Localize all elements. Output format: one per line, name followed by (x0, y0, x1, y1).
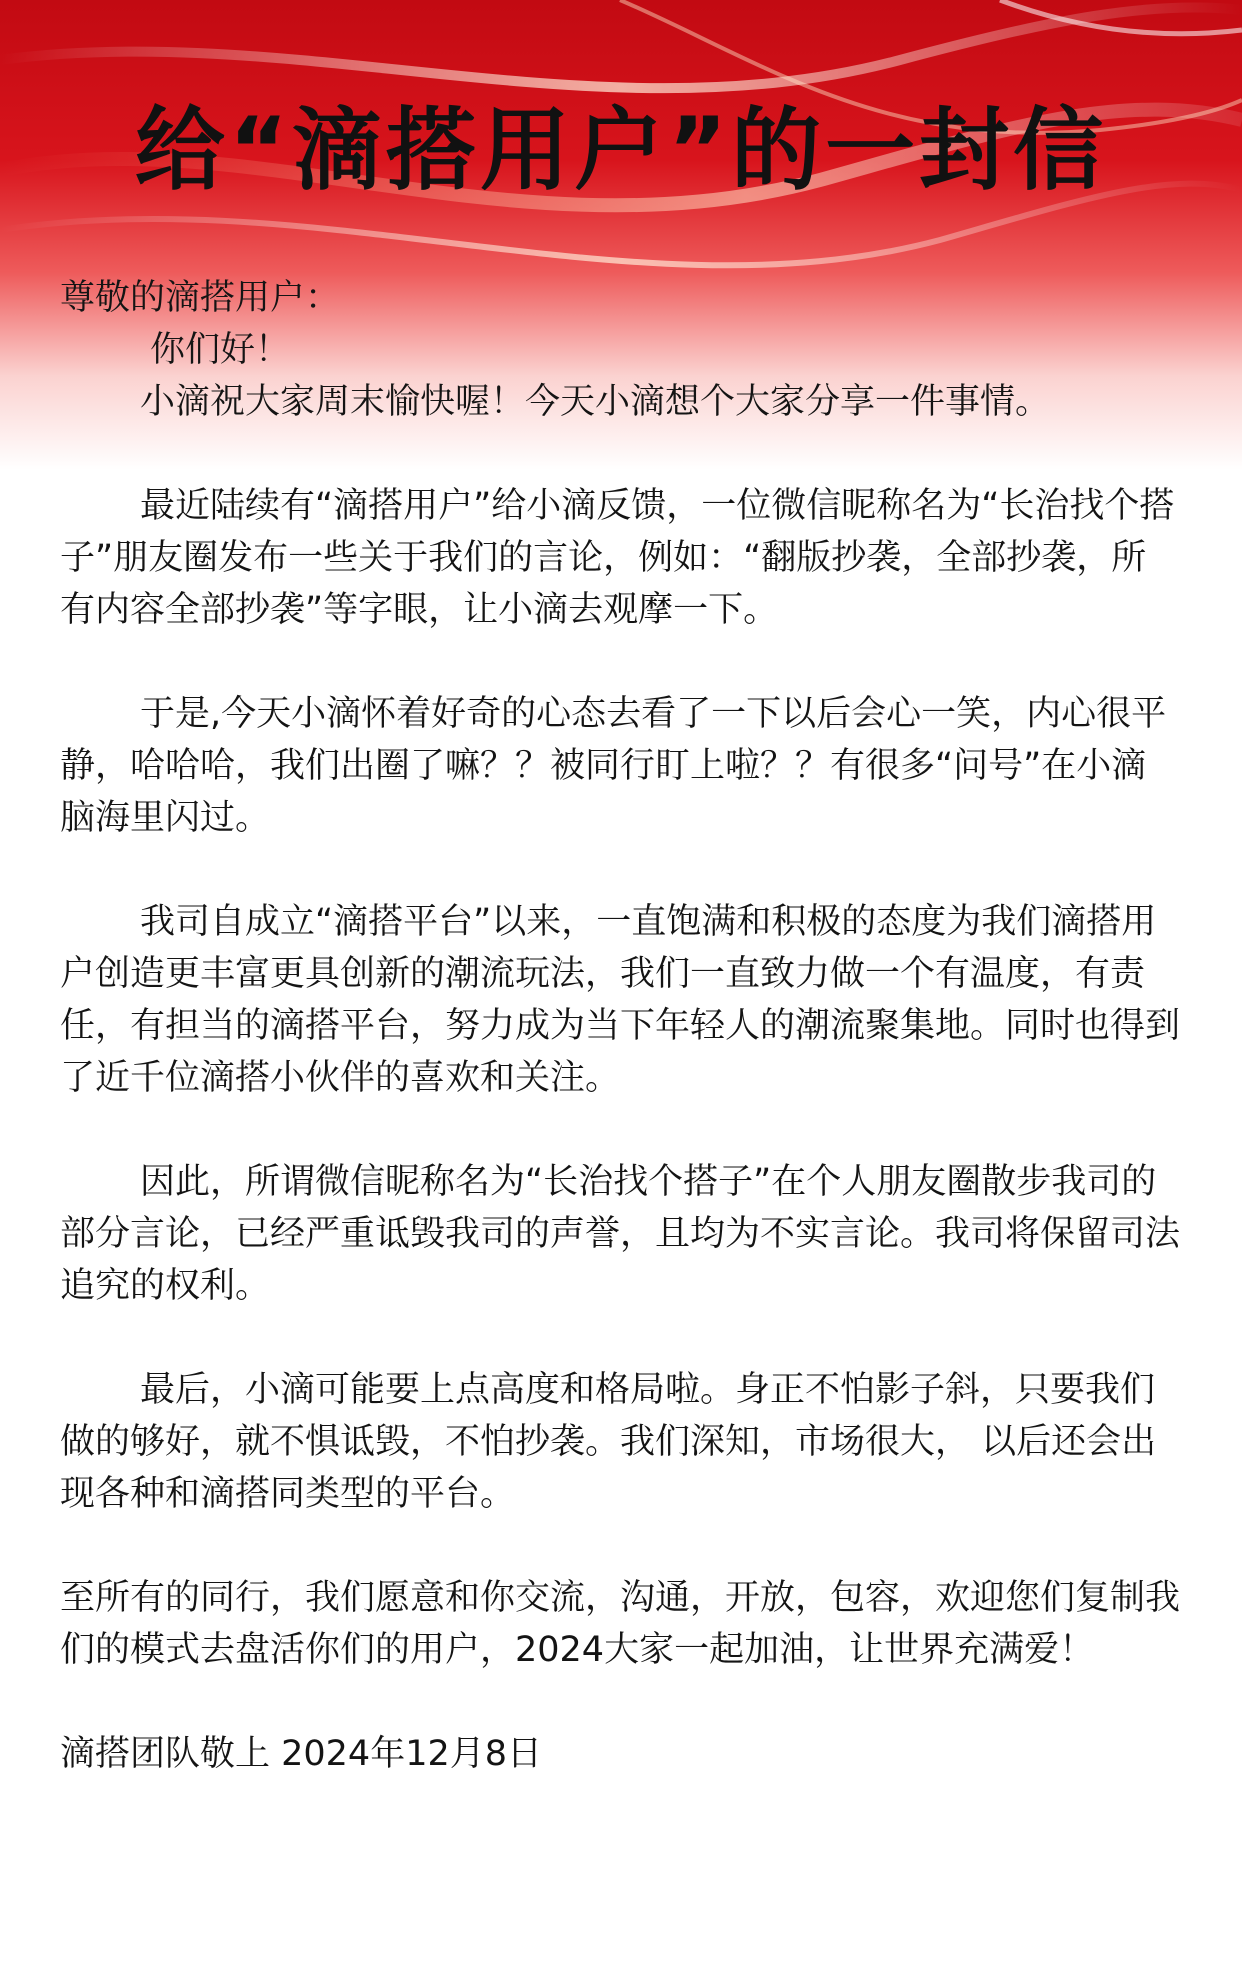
letter-paragraph-2: 最近陆续有“滴搭用户”给小滴反馈，一位微信昵称名为“长治找个搭子”朋友圈发布一些关于我们的言论，例如：“翻版抄袭，全部抄袭，所有内容全部抄袭”等字眼，让小滴去观摩一下。 (60, 486, 1175, 630)
letter-paragraph-6: 最后，小滴可能要上点高度和格局啦。身正不怕影子斜，只要我们做的够好，就不惧诋毁，不怕抄袭。我们深知，市场很大， 以后还会出现各种和滴搭同类型的平台。 (60, 1370, 1157, 1514)
letter-paragraph-5: 因此，所谓微信昵称名为“长治找个搭子”在个人朋友圈散步我司的部分言论，已经严重诋毁我司的声誉，且均为不实言论。我司将保留司法追究的权利。 (60, 1162, 1181, 1306)
letter-greeting: 你们好！ (150, 330, 291, 370)
letter-paragraph-4: 我司自成立“滴搭平台”以来，一直饱满和积极的态度为我们滴搭用户创造更丰富更具创新的潮流玩法，我们一直致力做一个有温度，有责任，有担当的滴搭平台，努力成为当下年轻人的潮流聚集地。同时也得到了近千位滴搭小伙伴的喜欢和关注。 (60, 902, 1181, 1098)
letter-paragraph-1: 小滴祝大家周末愉快喔！今天小滴想个大家分享一件事情。 (140, 382, 1051, 422)
letter-body (60, 272, 1180, 1780)
letter-salutation: 尊敬的滴搭用户： (60, 278, 341, 318)
letter-paragraph-3: 于是,今天小滴怀着好奇的心态去看了一下以后会心一笑，内心很平静，哈哈哈，我们出圈了嘛？？被同行盯上啦？？有很多“问号”在小滴脑海里闪过。 (60, 694, 1167, 838)
letter-paragraph-7: 至所有的同行，我们愿意和你交流，沟通，开放，包容，欢迎您们复制我们的模式去盘活你们的用户，2024大家一起加油，让世界充满爱！ (60, 1578, 1181, 1670)
page-title: 给“滴搭用户”的一封信 (134, 98, 1108, 203)
letter-signature: 滴搭团队敬上 2024年12月8日 (60, 1734, 543, 1774)
